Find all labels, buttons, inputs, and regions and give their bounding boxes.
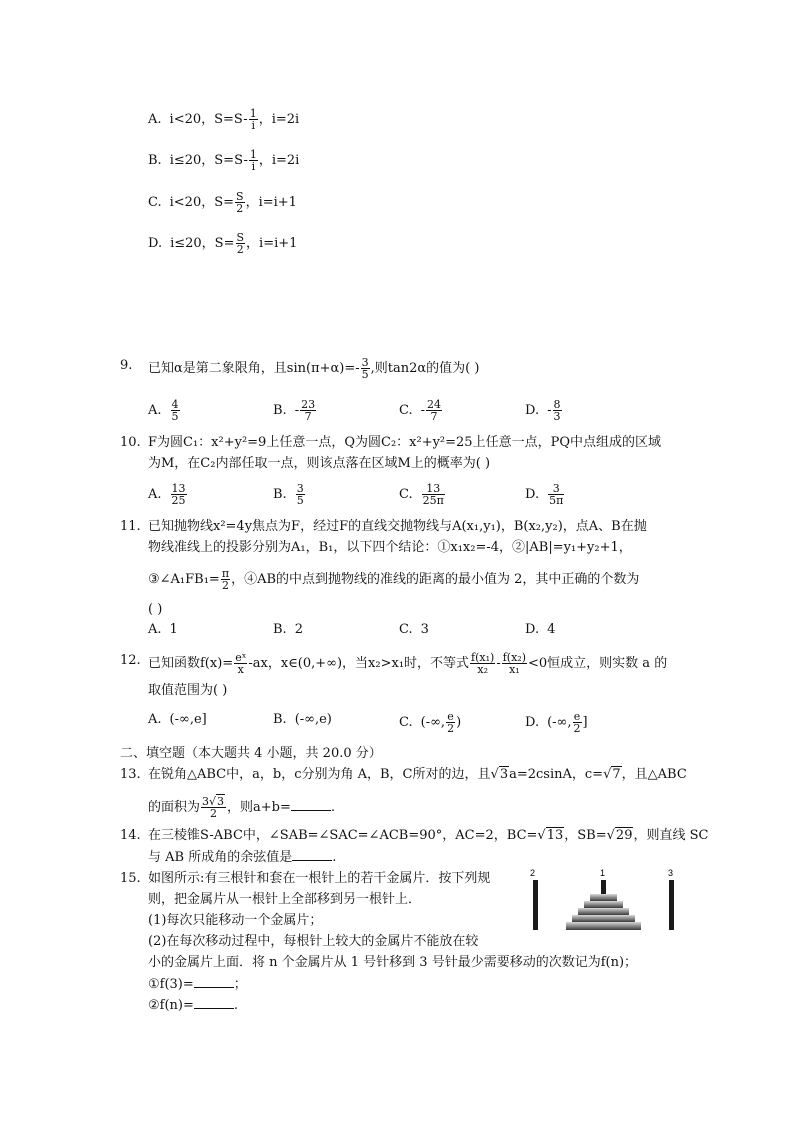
question-14-line2: 与 AB 所成角的余弦值是 . [148, 850, 337, 865]
disc [572, 915, 635, 922]
question-15-line7: ②f(n)= . [148, 998, 239, 1013]
fraction: $\frac{24}{7}$ [427, 398, 442, 423]
option[interactable] [148, 483, 188, 506]
fraction: $\frac{e}{2}$ [447, 710, 455, 735]
option[interactable]: A. (-∞,e] [148, 712, 207, 727]
option-label: C. [399, 715, 413, 730]
option-label: B. [273, 487, 287, 502]
question-11-line2: 物线准线上的投影分别为A₁，B₁，以下四个结论：①x₁x₂=-4，②|AB|=y₁+y₂+1， [148, 540, 632, 555]
option-row[interactable]: D. i≤20，S= $\frac{S}{2}$ ，i=i+1 [148, 231, 298, 256]
question-9-stem [148, 357, 479, 380]
disc [590, 894, 617, 901]
option[interactable]: C. (-∞, $\frac{e}{2}$ ) [399, 710, 462, 735]
question-11-line4: ( ) [148, 602, 163, 617]
fraction: $\frac{3}{5}$ [296, 482, 304, 507]
fraction: $\frac{23}{7}$ [301, 398, 316, 423]
question-13-line1: 在锐角△ABC中，a，b，c分别为角 A，B，C所对的边，且√3a=2csinA，c=√7，且△ABC [148, 767, 687, 782]
fraction: $\frac{\text{eˣ}}{x}$ [235, 651, 247, 676]
question-13-number: 13. [120, 767, 141, 782]
fraction: $\frac{3√3}{2}$ [202, 795, 225, 820]
fraction: $\frac{1}{i}$ [249, 107, 257, 132]
option[interactable] [273, 483, 306, 506]
question-number: 9. [120, 358, 133, 373]
peg-label-1: 1 [600, 868, 606, 878]
question-15-number: 15. [120, 871, 141, 886]
option-label: A. [148, 112, 162, 127]
option[interactable]: C. 3 [399, 622, 429, 637]
fraction: $\frac{13}{25\pi}$ [422, 482, 444, 507]
option[interactable] [399, 483, 446, 506]
question-15-line4: (2)在每次移动过程中，每根针上较大的金属片不能放在较 [148, 934, 479, 949]
option-label: B. [273, 403, 287, 418]
fraction: $\frac{13}{25}$ [171, 482, 186, 507]
option[interactable]: D. 4 [525, 622, 556, 637]
fraction: $\frac{1}{i}$ [249, 148, 257, 173]
option-label: D. [525, 487, 540, 502]
disc [578, 908, 629, 915]
disc [566, 922, 641, 930]
option-label: A. [148, 403, 162, 418]
option[interactable] [148, 399, 181, 422]
question-10-line2: 为M，在C₂内部任取一点，则该点落在区域M上的概率为( ) [148, 456, 491, 471]
option-label: C. [399, 403, 413, 418]
stem-text: 已知α是第二象限角，且sin(π+α)=- [148, 361, 360, 376]
option-label: C. [399, 622, 413, 637]
question-15-line2: 则，把金属片从一根针上全部移到另一根针上． [148, 892, 422, 907]
option-label: B. [148, 153, 162, 168]
option-row[interactable]: B. i≤20，S=S- $\frac{1}{i}$ ，i=2i [148, 148, 300, 173]
question-15-line3: (1)每次只能移动一个金属片； [148, 913, 323, 928]
fraction: $\frac{e}{2}$ [573, 710, 581, 735]
option-label: A. [148, 712, 162, 727]
option[interactable]: B. - $\frac{23}{7}$ [273, 398, 316, 423]
question-15-line5: 小的金属片上面．将 n 个金属片从 1 号针移到 3 号针最少需要移动的次数记为f(n)； [148, 955, 638, 970]
question-14-line1: 在三棱锥S-ABC中，∠SAB=∠SAC=∠ACB=90°，AC=2，BC=√13，SB=√29，则直线 SC [148, 828, 709, 843]
question-15-line1: 如图所示:有三根针和套在一根针上的若干金属片．按下列规 [148, 871, 491, 886]
question-10-number: 10. [120, 435, 141, 450]
option-label: A. [148, 622, 162, 637]
answer-blank[interactable] [194, 975, 234, 988]
fraction: $\frac{4}{5}$ [171, 398, 179, 423]
fraction: $\frac{\pi}{2}$ [221, 567, 230, 592]
stem-text: ,则tan2α的值为( ) [370, 361, 480, 376]
option-label: B. [273, 712, 287, 727]
disc [584, 901, 623, 908]
question-10-line1: F为圆C₁：x²+y²=9上任意一点，Q为圆C₂：x²+y²=25上任意一点，PQ中点组成的区域 [148, 435, 661, 450]
question-14-number: 14. [120, 828, 141, 843]
option[interactable]: D. (-∞, $\frac{e}{2}$ ] [525, 710, 588, 735]
option-row[interactable]: A. i<20，S=S- $\frac{1}{i}$ ，i=2i [148, 107, 300, 132]
peg-label-2: 2 [530, 868, 536, 878]
question-11-line1: 已知抛物线x²=4y焦点为F，经过F的直线交抛物线与A(x₁,y₁)，B(x₂,y₂)，点A、B在抛 [148, 519, 647, 534]
answer-blank[interactable] [194, 996, 234, 1009]
option[interactable]: A. 1 [148, 622, 178, 637]
option-label: B. [273, 622, 287, 637]
hanoi-figure [528, 866, 678, 932]
answer-blank[interactable] [292, 848, 332, 861]
option-row[interactable]: C. i<20，S= $\frac{S}{2}$ ，i=i+1 [148, 190, 297, 215]
peg-left [533, 880, 538, 930]
fraction: $\frac{S}{2}$ [236, 190, 244, 215]
option-label: D. [525, 622, 540, 637]
option-label: D. [525, 715, 540, 730]
option[interactable] [525, 483, 565, 506]
option[interactable]: B. (-∞,e) [273, 712, 332, 727]
option-label: C. [399, 487, 413, 502]
fraction: $\frac{\text{f(x₂)}}{\text{x₁}}$ [502, 651, 527, 676]
option-label: A. [148, 487, 162, 502]
question-11-line3: ③∠A₁FB₁= $\frac{\pi}{2}$ ，④AB的中点到抛物线的准线的距离的最小值为 2，其中正确的个数为 [148, 567, 640, 592]
answer-blank[interactable] [291, 798, 331, 811]
question-12-line1: 已知函数f(x)= $\frac{\text{eˣ}}{x}$ -ax，x∈(0,+∞)，当x₂>x₁时，不等式 $\frac{\text{f(x₁)}}{\text{x₂}}$ - $\frac{\text{f(x₂)}}{\text{x₁}}$ <0恒成立，则实数 a 的 [148, 651, 668, 676]
option-label: C. [148, 195, 162, 210]
fraction: $\frac{8}{3}$ [553, 398, 561, 423]
question-11-number: 11. [120, 519, 141, 534]
section-heading: 二、填空题（本大题共 4 小题，共 20.0 分） [120, 746, 382, 761]
question-12-line2: 取值范围为( ) [148, 683, 228, 698]
peg-label-3: 3 [668, 868, 674, 878]
fraction: $\frac{3}{5\pi}$ [549, 482, 564, 507]
peg-right [669, 880, 674, 930]
question-12-number: 12. [120, 653, 141, 668]
option-label: D. [525, 403, 540, 418]
fraction: $\frac{3}{5}$ [361, 356, 369, 381]
fraction: $\frac{\text{f(x₁)}}{\text{x₂}}$ [471, 651, 495, 676]
option[interactable]: C. - $\frac{24}{7}$ [399, 398, 442, 423]
question-9 [120, 357, 132, 375]
option-label: D. [148, 236, 163, 251]
option[interactable]: D. - $\frac{8}{3}$ [525, 398, 561, 423]
option[interactable]: B. 2 [273, 622, 303, 637]
question-15-line6: ①f(3)= ； [148, 977, 247, 992]
question-13-line2: 的面积为 $\frac{3√3}{2}$ ，则a+b= . [148, 795, 336, 820]
fraction: $\frac{S}{2}$ [236, 231, 245, 256]
